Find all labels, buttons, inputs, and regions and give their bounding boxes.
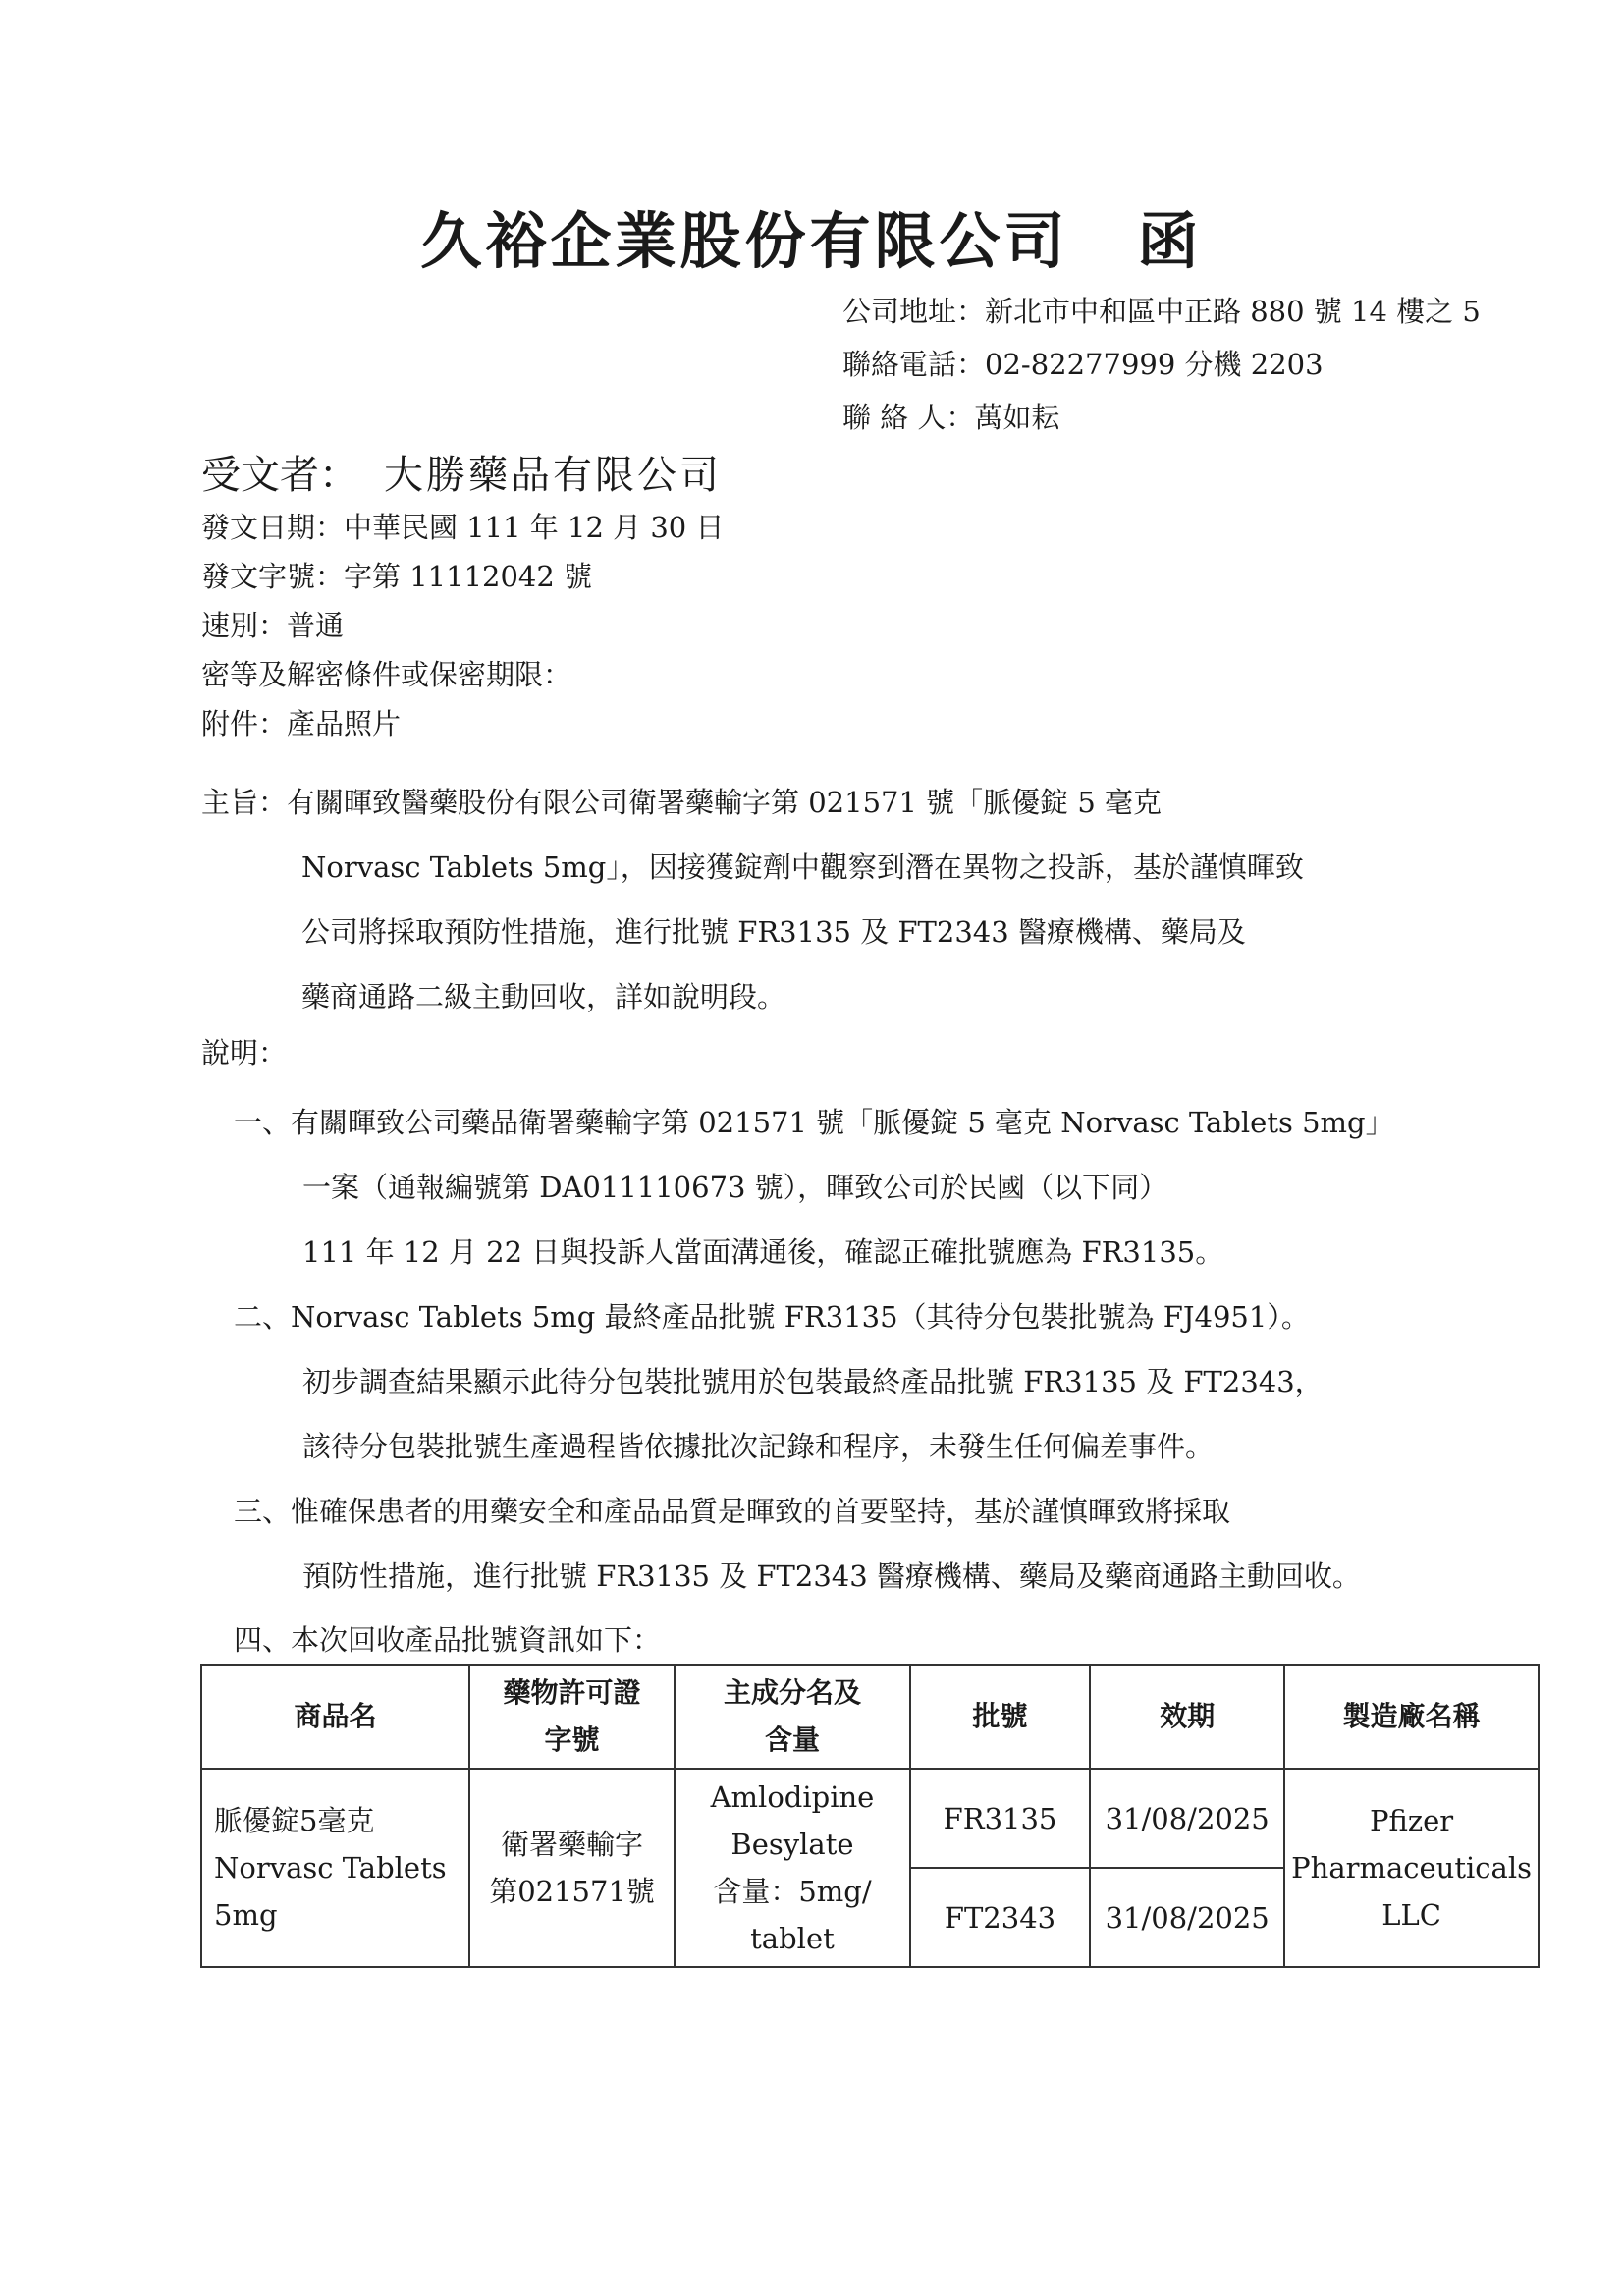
explanation-line: 一案（通報編號第 DA011110673 號），暉致公司於民國（以下同） — [302, 1171, 1168, 1204]
maker-line: LLC — [1381, 1898, 1441, 1932]
attachment: 附件：產品照片 — [201, 707, 402, 740]
explanation-label: 說明： — [201, 1036, 288, 1069]
explanation-section — [234, 1090, 1394, 1609]
explanation-line: 四、本次回收產品批號資訊如下： — [234, 1623, 662, 1657]
product-name-line: 脈優錠5毫克 — [214, 1804, 375, 1837]
table-header-row — [201, 1665, 1539, 1769]
subject-section — [201, 770, 1304, 1029]
header-license-line: 藥物許可證 — [503, 1676, 641, 1709]
document-number: 發文字號：字第 11112042 號 — [201, 560, 593, 593]
ingredient-line: Amlodipine — [710, 1780, 875, 1814]
explanation-line: 初步調查結果顯示此待分包裝批號用於包裝最終產品批號 FR3135 及 FT2343， — [302, 1365, 1324, 1398]
table-row — [201, 1769, 1539, 1868]
company-name: 久裕企業股份有限公司 — [420, 205, 1069, 277]
letter-title — [0, 192, 1623, 280]
recall-batch-table — [200, 1664, 1540, 1968]
issue-date: 發文日期：中華民國 111 年 12 月 30 日 — [201, 511, 725, 544]
batch-cell: FR3135 — [910, 1769, 1091, 1868]
product-name-line: Norvasc Tablets — [214, 1851, 447, 1885]
expiry-cell: 31/08/2025 — [1090, 1769, 1284, 1868]
ingredient-line: Besylate — [730, 1828, 854, 1861]
license-cell — [469, 1769, 675, 1967]
header-maker: 製造廠名稱 — [1284, 1665, 1539, 1769]
ingredient-cell — [675, 1769, 910, 1967]
product-name-line: 5mg — [214, 1898, 278, 1932]
sender-address: 公司地址：新北市中和區中正路 880 號 14 樓之 5 — [842, 295, 1481, 328]
maker-cell — [1284, 1769, 1539, 1967]
ingredient-line: tablet — [750, 1922, 835, 1955]
document-type: 函 — [1137, 205, 1203, 277]
maker-line: Pfizer — [1369, 1804, 1454, 1837]
header-expiry: 效期 — [1090, 1665, 1284, 1769]
product-name-cell — [201, 1769, 469, 1967]
header-ingredient-line: 主成分名及 — [723, 1676, 861, 1709]
recipient-label: 受文者： — [201, 453, 358, 498]
explanation-line: 一、有關暉致公司藥品衛署藥輸字第 021571 號「脈優錠 5 毫克 Norvasc Tablets 5mg」 — [234, 1106, 1394, 1139]
header-batch: 批號 — [910, 1665, 1091, 1769]
sender-contact: 聯 絡 人：萬如耘 — [842, 401, 1060, 434]
recipient-name: 大勝藥品有限公司 — [384, 453, 722, 498]
header-product: 商品名 — [201, 1665, 469, 1769]
security-level: 密等及解密條件或保密期限： — [201, 658, 572, 691]
header-ingredient-line: 含量 — [764, 1723, 820, 1756]
document-meta — [201, 503, 724, 748]
sender-info — [842, 285, 1481, 444]
ingredient-line: 含量：5mg/ — [713, 1875, 872, 1908]
recipient — [201, 444, 722, 500]
subject-line: Norvasc Tablets 5mg」，因接獲錠劑中觀察到潛在異物之投訴，基於謹慎暉致 — [301, 850, 1304, 884]
subject-line: 主旨：有關暉致醫藥股份有限公司衛署藥輸字第 021571 號「脈優錠 5 毫克 — [201, 786, 1163, 819]
header-license-line: 字號 — [544, 1723, 600, 1756]
subject-line: 公司將採取預防性措施，進行批號 FR3135 及 FT2343 醫療機構、藥局及 — [301, 915, 1246, 949]
explanation-line: 二、Norvasc Tablets 5mg 最終產品批號 FR3135（其待分包裝批號為 FJ4951）。 — [234, 1300, 1310, 1334]
explanation-line: 該待分包裝批號生產過程皆依據批次記錄和程序，未發生任何偏差事件。 — [302, 1430, 1215, 1463]
header-license — [469, 1665, 675, 1769]
header-ingredient — [675, 1665, 910, 1769]
batch-cell: FT2343 — [910, 1868, 1091, 1967]
sender-phone: 聯絡電話：02-82277999 分機 2203 — [842, 348, 1324, 381]
explanation-line: 三、惟確保患者的用藥安全和產品品質是暉致的首要堅持，基於謹慎暉致將採取 — [234, 1495, 1231, 1528]
subject-line: 藥商通路二級主動回收，詳如說明段。 — [301, 980, 786, 1013]
explanation-line: 預防性措施，進行批號 FR3135 及 FT2343 醫療機構、藥局及藥商通路主動回收。 — [302, 1559, 1361, 1593]
explanation-line: 111 年 12 月 22 日與投訴人當面溝通後，確認正確批號應為 FR3135。 — [302, 1235, 1224, 1269]
maker-line: Pharmaceuticals — [1291, 1851, 1532, 1885]
delivery-speed: 速別：普通 — [201, 609, 345, 642]
license-line: 第021571號 — [489, 1875, 655, 1908]
license-line: 衛署藥輸字 — [501, 1828, 644, 1861]
expiry-cell: 31/08/2025 — [1090, 1868, 1284, 1967]
